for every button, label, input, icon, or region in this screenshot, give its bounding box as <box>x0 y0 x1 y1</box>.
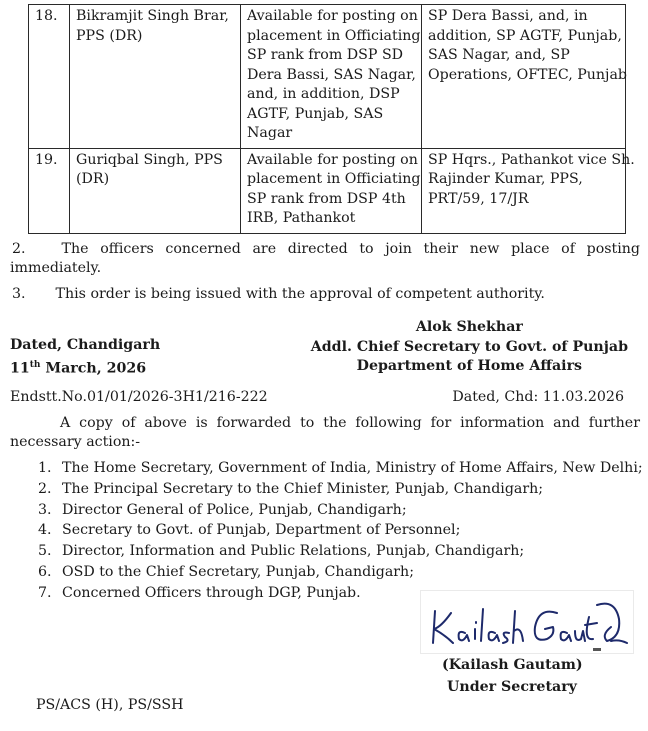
availability-cell <box>241 5 422 149</box>
availability-line: Nagar <box>247 125 293 141</box>
availability-line: IRB, Pathankot <box>247 210 356 226</box>
serial-number: 18. <box>29 5 70 149</box>
copy-to: PS/ACS (H), PS/SSH <box>36 697 184 713</box>
availability-line: Available for posting on <box>247 151 418 168</box>
availability-line: SP rank from DSP 4th <box>247 190 406 207</box>
availability-line: Available for posting on <box>247 8 418 24</box>
availability-line: AGTF, Punjab, SAS <box>247 105 384 122</box>
signature-mark <box>593 648 601 651</box>
dated-place: Dated, Chandigarh <box>10 337 161 353</box>
paragraph-text: The officers concerned are directed to join their new place of posting immediately. <box>10 241 640 276</box>
posting-cell <box>422 5 626 149</box>
paragraph-text: This order is being issued with the approval of competent authority. <box>55 286 545 302</box>
list-item: 7. Concerned Officers through DGP, Punjab. <box>38 584 361 601</box>
recipient-list <box>38 458 643 604</box>
officer-name <box>70 148 241 233</box>
list-item: 2. The Principal Secretary to the Chief Minister, Punjab, Chandigarh; <box>38 480 544 497</box>
paragraph-number: 2. <box>12 241 26 257</box>
posting-line: SP Hqrs., Pathankot vice Sh. <box>428 151 635 168</box>
posting-line: PRT/59, 17/JR <box>428 190 529 207</box>
list-item: 6. OSD to the Chief Secretary, Punjab, Chandigarh; <box>38 563 414 580</box>
posting-table <box>28 4 635 234</box>
posting-line: SAS Nagar, and, SP <box>428 47 570 63</box>
handwritten-signature <box>421 591 633 653</box>
forwarding-intro: A copy of above is forwarded to the following for information and further necessary action:- <box>10 415 640 450</box>
list-item: 5. Director, Information and Public Relations, Punjab, Chandigarh; <box>38 543 525 560</box>
signatory-block <box>311 318 628 377</box>
signatory-2-designation: Under Secretary <box>447 679 577 695</box>
availability-line: SP rank from DSP SD <box>247 47 404 63</box>
posting-cell <box>422 148 635 233</box>
list-item: 3. Director General of Police, Punjab, Chandigarh; <box>38 501 407 518</box>
availability-cell <box>241 148 422 233</box>
paragraph-2 <box>10 240 640 278</box>
table-row <box>29 148 626 233</box>
posting-line: SP Dera Bassi, and, in <box>428 8 588 24</box>
signatory-designation: Addl. Chief Secretary to Govt. of Punjab <box>310 338 628 355</box>
paragraph-3 <box>12 285 632 304</box>
endorsement-number: Endstt.No.01/01/2026-3H1/216-222 <box>10 389 268 405</box>
dated-date: 11th March, 2026 <box>10 359 147 377</box>
name-line: Guriqbal Singh, PPS <box>76 151 223 168</box>
signatory-name: Alok Shekhar <box>415 319 523 335</box>
serial-number: 19. <box>29 148 70 233</box>
posting-line: addition, SP AGTF, Punjab, <box>428 27 622 44</box>
name-line: Bikramjit Singh Brar, <box>76 8 229 24</box>
paragraph-number: 3. <box>12 286 26 302</box>
list-item: 1. The Home Secretary, Government of India, Ministry of Home Affairs, New Delhi; <box>38 460 643 476</box>
table-row <box>29 5 626 149</box>
availability-line: Dera Bassi, SAS Nagar, <box>247 66 416 83</box>
signatory-department: Department of Home Affairs <box>356 358 583 374</box>
signature-area <box>420 590 634 654</box>
availability-line: and, in addition, DSP <box>247 86 400 102</box>
posting-line: Operations, OFTEC, Punjab <box>428 66 627 83</box>
availability-line: placement in Officiating <box>247 171 421 187</box>
officer-name <box>70 5 241 149</box>
signatory-2-name: (Kailash Gautam) <box>442 657 583 673</box>
availability-line: placement in Officiating <box>247 27 421 44</box>
name-line: (DR) <box>76 171 110 187</box>
posting-line: Rajinder Kumar, PPS, <box>428 171 583 187</box>
dated-block <box>10 336 160 379</box>
name-line: PPS (DR) <box>76 27 143 44</box>
list-item: 4. Secretary to Govt. of Punjab, Department of Personnel; <box>38 522 461 539</box>
endorsement-date: Dated, Chd: 11.03.2026 <box>452 389 624 405</box>
